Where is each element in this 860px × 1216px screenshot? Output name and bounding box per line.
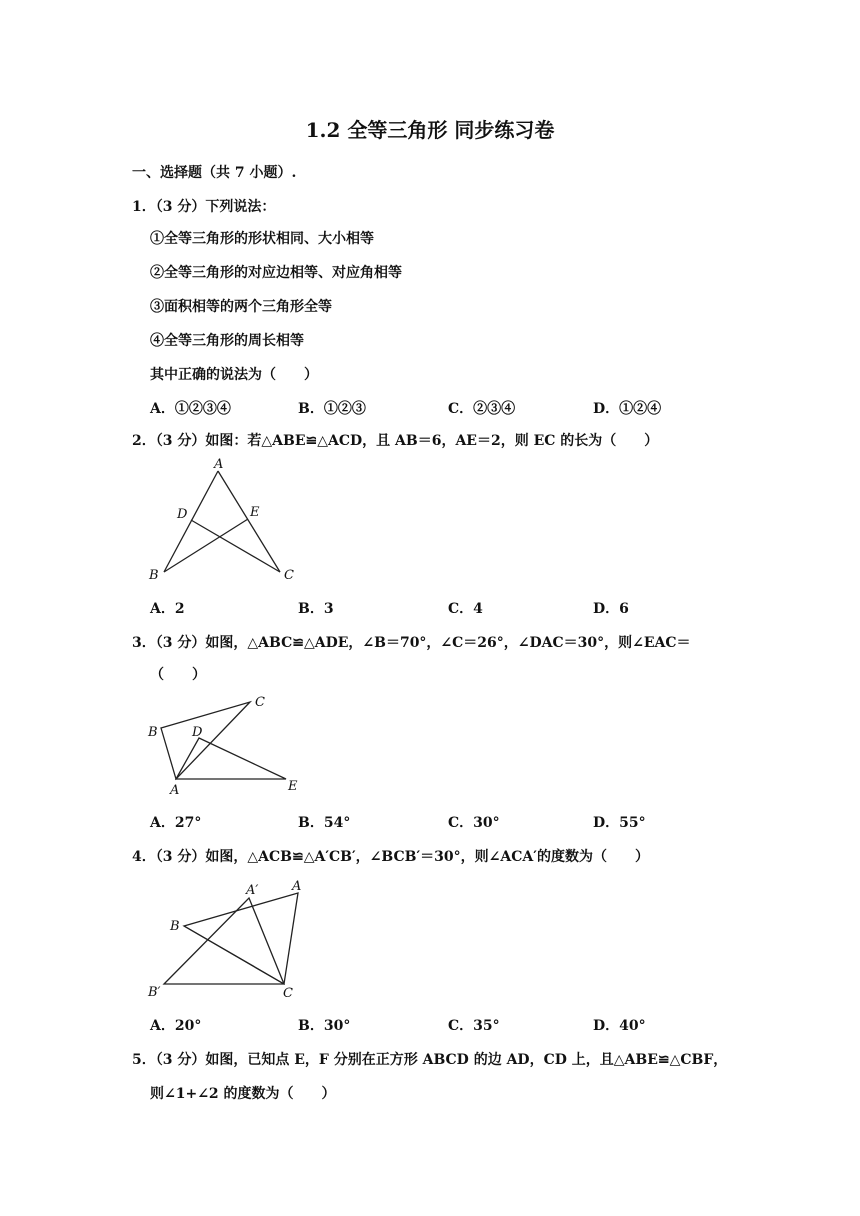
question-5-stem: 5．（3 分）如图，已知点 E，F 分别在正方形 ABCD 的边 AD，CD 上，且△ABE≌△CBF， (132, 1052, 728, 1068)
label-c: C (284, 568, 294, 583)
question-3-option-a[interactable]: A．27° (150, 815, 202, 831)
question-3-figure (140, 690, 320, 800)
label-c: C (255, 695, 265, 710)
label-b-prime: B′ (148, 985, 161, 1000)
segment-bc (184, 926, 284, 984)
question-2-figure (140, 454, 310, 584)
label-a-prime: A′ (246, 883, 259, 898)
page-title: 1.2 全等三角形 同步练习卷 (305, 118, 555, 142)
question-2-option-c[interactable]: C．4 (448, 601, 483, 617)
question-2-option-d[interactable]: D．6 (593, 601, 629, 617)
question-1-prompt: 其中正确的说法为（ ） (150, 367, 318, 383)
question-4-option-d[interactable]: D．40° (593, 1018, 646, 1034)
question-3-stem: 3．（3 分）如图，△ABC≌△ADE，∠B＝70°，∠C＝26°，∠DAC＝30°，则∠EAC＝ (132, 635, 691, 651)
section-heading: 一、选择题（共 7 小题）. (132, 165, 297, 181)
question-3-option-d[interactable]: D．55° (593, 815, 646, 831)
label-e: E (288, 779, 298, 794)
question-4-option-c[interactable]: C．35° (448, 1018, 500, 1034)
question-1-option-a[interactable]: A．①②③④ (150, 401, 231, 417)
question-2-stem: 2．（3 分）如图：若△ABE≌△ACD，且 AB＝6，AE＝2，则 EC 的长为（ ） (132, 433, 659, 449)
question-3-option-c[interactable]: C．30° (448, 815, 500, 831)
question-1-option-c[interactable]: C．②③④ (448, 401, 516, 417)
label-b: B (148, 725, 158, 740)
question-4-stem: 4．（3 分）如图，△ACB≌△A′CB′，∠BCB′＝30°，则∠ACA′的度数为（ ） (132, 849, 649, 865)
question-5-stem-continued: 则∠1+∠2 的度数为（ ） (150, 1086, 336, 1102)
segment-ac (218, 471, 280, 572)
question-4-figure (140, 874, 320, 1004)
triangle-ade (176, 738, 286, 779)
label-b: B (149, 568, 159, 583)
label-d: D (177, 507, 188, 522)
question-1-option-b[interactable]: B．①②③ (298, 401, 366, 417)
triangle-a-prime-c-b-prime (164, 898, 284, 984)
label-a: A (170, 783, 180, 798)
label-c: C (283, 986, 293, 1001)
question-3-stem-continued: （ ） (150, 667, 206, 683)
question-1-option-d[interactable]: D．①②④ (593, 401, 662, 417)
question-1-statement-3: ③面积相等的两个三角形全等 (150, 299, 332, 315)
question-2-option-b[interactable]: B．3 (298, 601, 334, 617)
question-4-option-a[interactable]: A．20° (150, 1018, 202, 1034)
label-b: B (170, 919, 180, 934)
label-a: A (292, 879, 302, 894)
question-1-statement-4: ④全等三角形的周长相等 (150, 333, 304, 349)
question-3-option-b[interactable]: B．54° (298, 815, 351, 831)
question-1-statement-2: ②全等三角形的对应边相等、对应角相等 (150, 265, 402, 281)
question-2-option-a[interactable]: A．2 (150, 601, 185, 617)
segment-ab (164, 471, 218, 572)
question-4-option-b[interactable]: B．30° (298, 1018, 351, 1034)
label-d: D (192, 725, 203, 740)
label-a: A (214, 457, 224, 472)
question-1-stem: 1．（3 分）下列说法： (132, 199, 276, 215)
label-e: E (250, 505, 260, 520)
question-1-statement-1: ①全等三角形的形状相同、大小相等 (150, 231, 374, 247)
